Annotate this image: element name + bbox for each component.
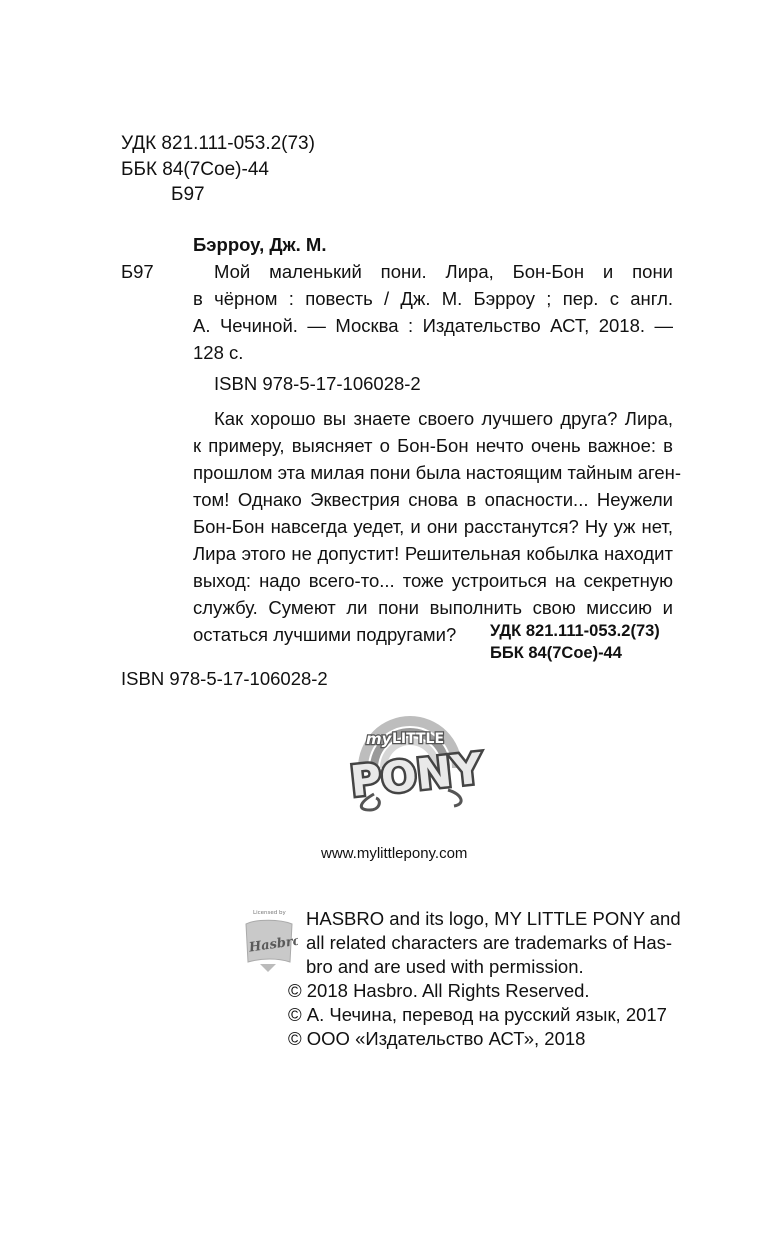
hasbro-brand: Hasbro (248, 933, 298, 956)
record-mark: Б97 (121, 261, 154, 282)
record-line: А. Чечиной. — Москва : Издательство АСТ, 2018. — (193, 315, 673, 336)
record-line: в чёрном : повесть / Дж. М. Бэрроу ; пер. с англ. (193, 288, 673, 309)
copyright-line: © 2018 Hasbro. All Rights Reserved. (288, 980, 590, 1001)
copyright-line: © А. Чечина, перевод на русский язык, 2017 (288, 1004, 667, 1025)
copyright-line: © ООО «Издательство АСТ», 2018 (288, 1028, 586, 1049)
annotation-line: прошлом эта милая пони была настоящим тайным аген- (193, 462, 682, 483)
annotation-line: том! Однако Эквестрия снова в опасности... Неужели (193, 489, 673, 510)
classification-bbk: ББК 84(7Сое)-44 (490, 644, 622, 662)
record-author: Бэрроу, Дж. М. (193, 234, 327, 255)
logo-little: LITTLE (392, 731, 445, 747)
annotation-line: выход: надо всего-то... тоже устроиться на секретную (193, 570, 673, 591)
isbn-bottom: ISBN 978-5-17-106028-2 (121, 668, 328, 689)
my-little-pony-logo (330, 694, 490, 814)
record-line: 128 с. (193, 342, 244, 363)
trademark-line: HASBRO and its logo, MY LITTLE PONY and (306, 908, 681, 929)
annotation-line: к примеру, выясняет о Бон-Бон нечто очень важное: в (193, 435, 673, 456)
hasbro-logo (238, 906, 298, 974)
logo-pony: PONY (347, 743, 485, 807)
website-url: www.mylittlepony.com (321, 845, 468, 862)
annotation-line: Как хорошо вы знаете своего лучшего друга? Лира, (214, 408, 673, 429)
record-isbn: ISBN 978-5-17-106028-2 (214, 373, 421, 394)
annotation-line: остаться лучшими подругами? (193, 624, 457, 645)
annotation-line: Бон-Бон навсегда уедет, и они расстанутся? Ну уж нет, (193, 516, 673, 537)
logo-my: my (366, 730, 392, 748)
trademark-line: bro and are used with permission. (306, 956, 584, 977)
annotation-line: службу. Сумеют ли пони выполнить свою миссию и (193, 597, 673, 618)
udk-code: УДК 821.111-053.2(73) (121, 133, 315, 154)
classification-udk: УДК 821.111-053.2(73) (490, 622, 660, 640)
bbk-code: ББК 84(7Сое)-44 (121, 159, 269, 180)
licensed-by-label: Licensed by (253, 910, 286, 916)
record-line: Мой маленький пони. Лира, Бон-Бон и пони (214, 261, 673, 282)
annotation-line: Лира этого не допустит! Решительная кобылка находит (193, 543, 673, 564)
trademark-line: all related characters are trademarks of Has- (306, 932, 673, 953)
author-mark: Б97 (171, 184, 205, 205)
